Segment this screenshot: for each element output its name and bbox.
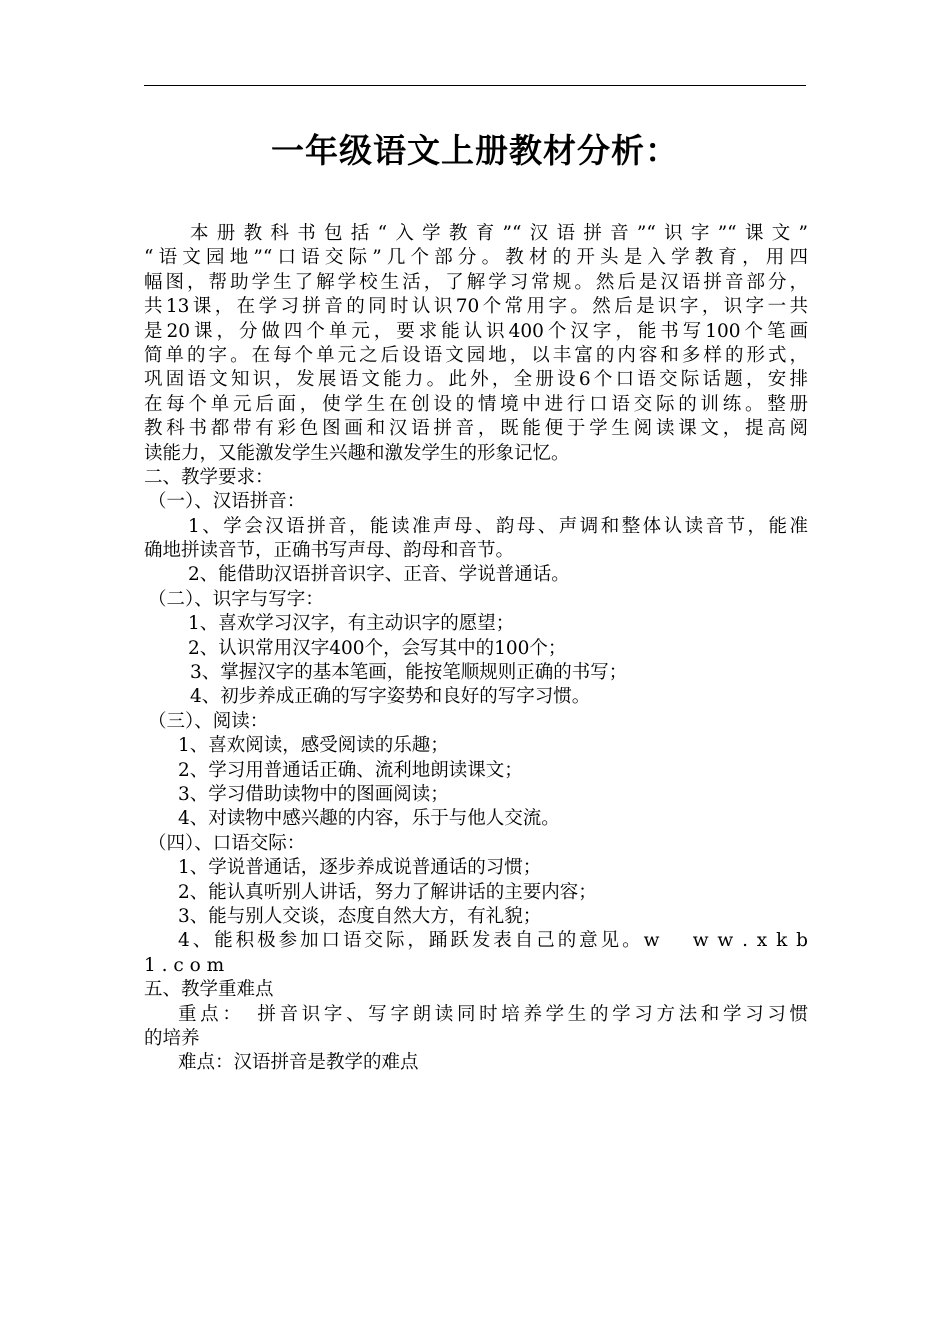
- header-rule: [144, 85, 806, 86]
- text-line: 幅图，帮助学生了解学校生活，了解学习常规。然后是汉语拼音部分，: [144, 271, 808, 293]
- text-line: 3、掌握汉字的基本笔画，能按笔顺规则正确的书写；: [190, 662, 628, 684]
- text-line: （三）、阅读：: [148, 710, 269, 732]
- text-line: 的培养: [144, 1027, 200, 1049]
- text-line: 教科书都带有彩色图画和汉语拼音，既能便于学生阅读课文，提高阅: [144, 418, 808, 440]
- text-line: 共13课，在学习拼音的同时认识70个常用字。然后是识字，识字一共: [144, 296, 808, 318]
- text-line: 1、学说普通话，逐步养成说普通话的习惯；: [178, 857, 542, 879]
- text-line: （一）、汉语拼音：: [148, 491, 306, 513]
- text-line: 是20课，分做四个单元，要求能认识400个汉字，能书写100个笔画: [144, 320, 808, 342]
- text-line: 在每个单元后面，使学生在创设的情境中进行口语交际的训练。整册: [144, 393, 808, 415]
- text-line: 读能力，又能激发学生兴趣和激发学生的形象记忆。: [144, 442, 570, 464]
- text-line: 巩固语文知识，发展语文能力。此外，全册设6个口语交际话题，安排: [144, 369, 808, 391]
- text-line: 1、学会汉语拼音，能读准声母、韵母、声调和整体认读音节，能准: [188, 515, 808, 537]
- text-line: （四）、口语交际：: [148, 832, 306, 854]
- text-line: 简单的字。在每个单元之后设语文园地，以丰富的内容和多样的形式，: [144, 344, 808, 366]
- text-line: 二、教学要求：: [144, 466, 274, 488]
- text-line: 确地拼读音节，正确书写声母、韵母和音节。: [144, 540, 515, 562]
- text-line: 2、能借助汉语拼音识字、正音、学说普通话。: [188, 564, 570, 586]
- text-line: 2、能认真听别人讲话，努力了解讲话的主要内容；: [178, 881, 597, 903]
- document-body: [144, 222, 808, 1076]
- text-line: 4、对读物中感兴趣的内容，乐于与他人交流。: [178, 808, 560, 830]
- text-line: 4、初步养成正确的写字姿势和良好的写字习惯。: [190, 686, 591, 708]
- text-line: 4、能积极参加口语交际，踊跃发表自己的意见。w w w . x k b: [178, 930, 808, 952]
- text-line: 3、学习借助读物中的图画阅读；: [178, 783, 449, 805]
- text-line: 3、能与别人交谈，态度自然大方，有礼貌；: [178, 905, 542, 927]
- text-line: 五、教学重难点: [144, 979, 274, 1001]
- text-line: 1、喜欢阅读，感受阅读的乐趣；: [178, 735, 449, 757]
- document-title: 一年级语文上册教材分析：: [271, 131, 679, 170]
- text-line: 2、学习用普通话正确、流利地朗读课文；: [178, 759, 523, 781]
- text-line: 重点： 拼音识字、写字朗读同时培养学生的学习方法和学习习惯: [178, 1003, 808, 1025]
- text-line: 难点：汉语拼音是教学的难点: [178, 1052, 419, 1074]
- text-line: 2、认识常用汉字400个，会写其中的100个；: [188, 637, 567, 659]
- text-line: 1 . c o m: [144, 954, 225, 976]
- text-line: 本册教科书包括“入学教育”“汉语拼音”“识字”“课文”: [190, 223, 808, 244]
- text-line: “语文园地”“口语交际”几个部分。教材的开头是入学教育，用四: [144, 247, 808, 269]
- text-line: 1、喜欢学习汉字，有主动识字的愿望；: [188, 613, 515, 635]
- text-line: （二）、识字与写字：: [148, 588, 324, 610]
